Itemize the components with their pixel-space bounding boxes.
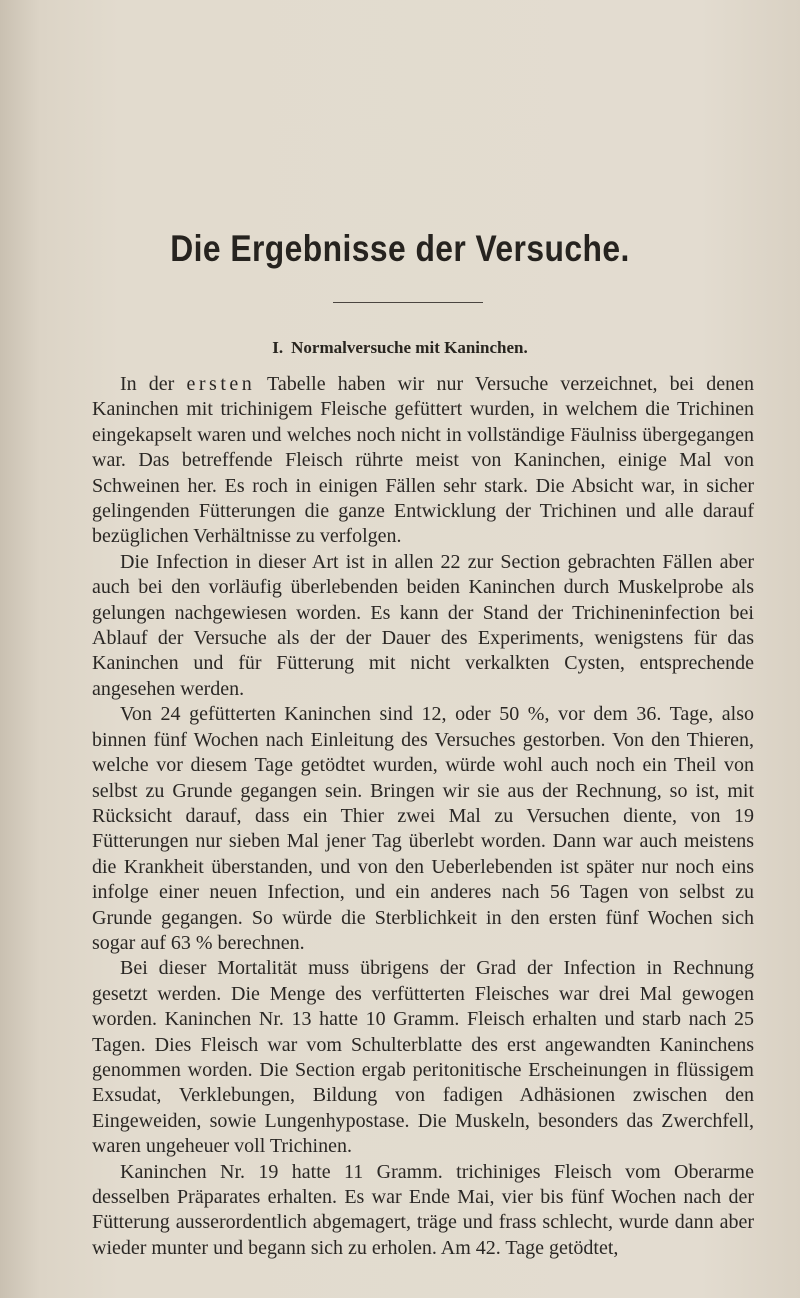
section-number: I. bbox=[272, 338, 284, 357]
section-heading bbox=[0, 338, 800, 358]
paragraph-1-lead: In der bbox=[120, 373, 187, 395]
paragraph-1-emphasis: ersten bbox=[186, 373, 256, 395]
paragraph-1-rest: Tabelle haben wir nur Versuche verzeichnet, bei denen Kaninchen mit trichinigem Fleische gefüttert wurden, in welchem die Trichinen eingekapselt waren und welches noch nicht in vollständige Fäulniss übergegangen war. Das betreffende Fleisch rührte meist von Kaninchen, einige Mal von Schweinen her. Es roch in einigen Fällen sehr stark. Die Absicht war, in sicher gelingenden Fütterungen die ganze Entwicklung der Trichinen und alle darauf bezüglichen Verhältnisse zu verfolgen. bbox=[92, 373, 755, 548]
paragraph-1 bbox=[92, 372, 754, 550]
chapter-title: Die Ergebnisse der Versuche. bbox=[170, 228, 630, 269]
paragraph-4: Bei dieser Mortalität muss übrigens der Grad der Infection in Rechnung gesetzt werden. Die Menge des verfütterten Fleisches war drei Mal gewogen worden. Kaninchen Nr. 13 hatte 10 Gramm. Fleisch erhalten und starb nach 25 Tagen. Dies Fleisch war vom Schulterblatte des erst angewandten Kaninchens genommen worden. Die Section ergab peritonitische Erscheinungen in flüssigem Exsudat, Verklebungen, Bildung von fadigen Adhäsionen zwischen den Eingeweiden, sowie Lungenhypostase. Die Muskeln, besonders das Zwerchfell, waren ungeheuer voll Trichinen. bbox=[92, 957, 754, 1158]
paragraph-5: Kaninchen Nr. 19 hatte 11 Gramm. trichiniges Fleisch vom Oberarme desselben Präparates erhalten. Es war Ende Mai, vier bis fünf Wochen nach der Fütterung ausserordentlich abgemagert, träge und frass schlecht, wurde dann aber wieder munter und begann sich zu erholen. Am 42. Tage getödtet, bbox=[92, 1160, 754, 1259]
paragraph-3: Von 24 gefütterten Kaninchen sind 12, oder 50 %, vor dem 36. Tage, also binnen fünf Wochen nach Einleitung des Versuches gestorben. Von den Thieren, welche vor diesem Tage getödtet wurden, würde wohl auch noch ein Theil von selbst zu Grunde gegangen sein. Bringen wir sie aus der Rechnung, so ist, mit Rücksicht darauf, dass ein Thier zwei Mal zu Versuchen diente, von 19 Fütterungen nur sieben Mal jener Tag überlebt worden. Dann war auch meistens die Krankheit überstanden, und von den Ueberlebenden ist später nur noch eins infolge einer neuen Infection, und ein anderes nach 56 Tagen von selbst zu Grunde gegangen. So würde die Sterblichkeit in den ersten fünf Wochen sich sogar auf 63 % berechnen. bbox=[92, 703, 754, 954]
section-title: Normalversuche mit Kaninchen. bbox=[291, 338, 528, 357]
body-text bbox=[92, 372, 754, 1261]
title-divider bbox=[333, 302, 483, 303]
paragraph-2: Die Infection in dieser Art ist in allen 22 zur Section gebrachten Fällen aber auch bei den vorläufig überlebenden beiden Kaninchen durch Muskelprobe als gelungen nachgewiesen worden. Es kann der Stand der Trichineninfection bei Ablauf der Versuche als der der Dauer des Experiments, wenigstens für das Kaninchen und für Fütterung mit nicht verkalkten Cysten, entsprechende angesehen werden. bbox=[92, 550, 754, 700]
